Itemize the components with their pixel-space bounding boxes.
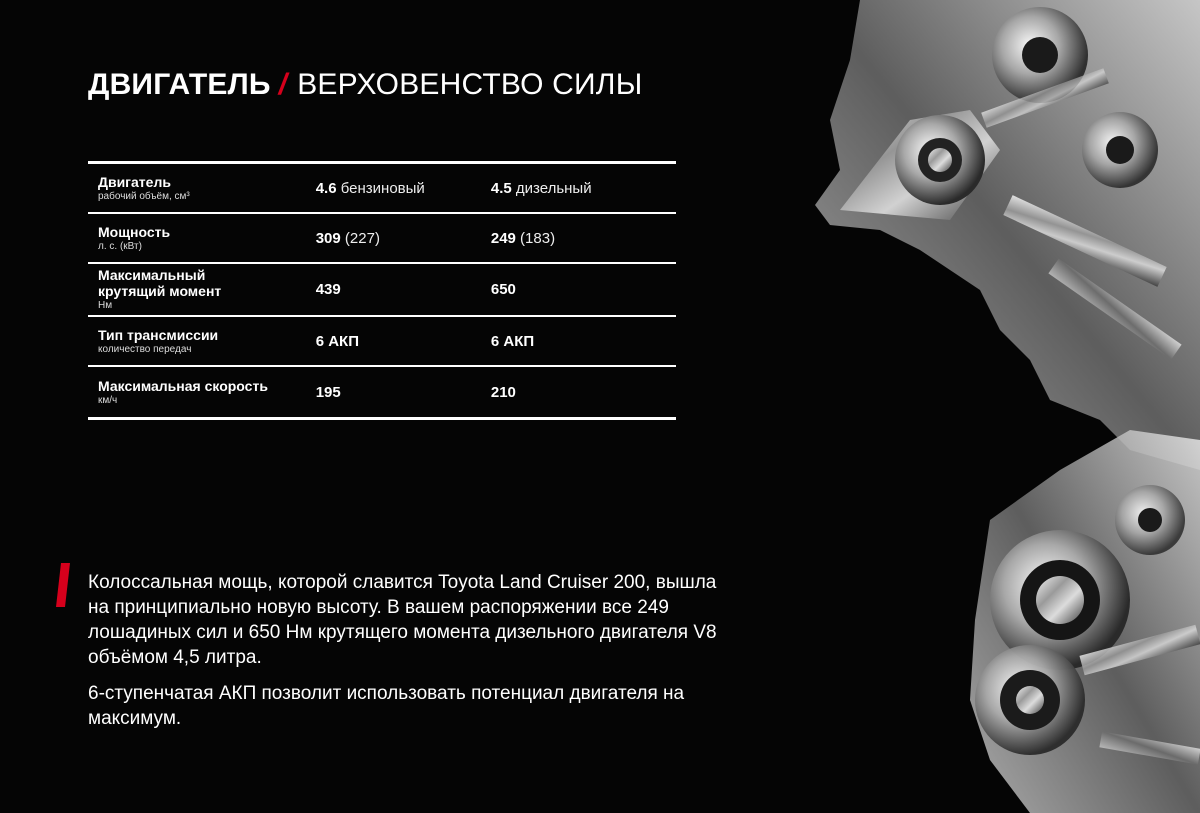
value-bold: 4.5 [490, 179, 512, 197]
value-light: (227) [340, 229, 380, 247]
page-title [88, 68, 642, 102]
table-row [88, 214, 676, 264]
row-name: Максимальный крутящий момент [98, 267, 222, 299]
petrol-value [316, 230, 491, 247]
value-bold: 650 [490, 281, 516, 298]
row-label [98, 224, 316, 253]
table-row [88, 264, 676, 317]
petrol-value [316, 281, 491, 298]
value-light: бензиновый [336, 179, 425, 197]
diesel-value [491, 180, 666, 197]
engine-description [88, 570, 728, 742]
value-bold: 4.6 [315, 179, 337, 197]
row-label [98, 327, 316, 356]
value-light: дизельный [511, 179, 592, 197]
engine-spec-table [88, 161, 676, 420]
value-bold: 6 АКП [315, 332, 359, 350]
row-name: Тип трансмиссии [98, 326, 219, 343]
diesel-value [491, 281, 666, 298]
row-unit: Нм [98, 300, 113, 311]
diesel-value [491, 384, 666, 401]
value-bold: 439 [315, 281, 341, 298]
petrol-value [316, 180, 491, 197]
engine-illustration [800, 0, 1200, 813]
description-paragraph: Колоссальная мощь, которой славится Toyota Land Cruiser 200, вышла на принципиально новую высоту. В вашем распоряжении все 249 лошадиных сил и 650 Нм крутящего момента дизельного двигателя V8 объёмом 4,5 литра. [88, 572, 717, 668]
red-slash-icon [56, 563, 70, 607]
row-label [98, 174, 316, 203]
petrol-value [316, 384, 491, 401]
diesel-value [491, 333, 666, 350]
value-bold: 309 [315, 229, 341, 247]
description-paragraph: 6-ступенчатая АКП позволит использовать потенциал двигателя на максимум. [88, 683, 685, 729]
title-slash: / [278, 68, 288, 101]
row-label [98, 267, 316, 312]
row-unit: л. с. (кВт) [98, 240, 142, 252]
value-light: (183) [515, 229, 556, 247]
row-unit: км/ч [98, 394, 118, 406]
value-bold: 249 [490, 229, 516, 247]
row-name: Мощность [98, 223, 171, 240]
row-unit: количество передач [98, 343, 192, 355]
row-label [98, 378, 316, 407]
table-row [88, 164, 676, 214]
title-bold: ДВИГАТЕЛЬ [88, 68, 271, 101]
table-row [88, 317, 676, 367]
row-name: Двигатель [98, 173, 171, 190]
diesel-value [491, 230, 666, 247]
title-subtitle: ВЕРХОВЕНСТВО СИЛЫ [297, 68, 643, 101]
row-unit: рабочий объём, см³ [98, 190, 190, 202]
table-row [88, 367, 676, 417]
value-bold: 195 [315, 383, 341, 401]
value-bold: 210 [490, 383, 516, 401]
petrol-value [316, 333, 491, 350]
row-name: Максимальная скорость [98, 377, 268, 394]
value-bold: 6 АКП [490, 332, 535, 350]
